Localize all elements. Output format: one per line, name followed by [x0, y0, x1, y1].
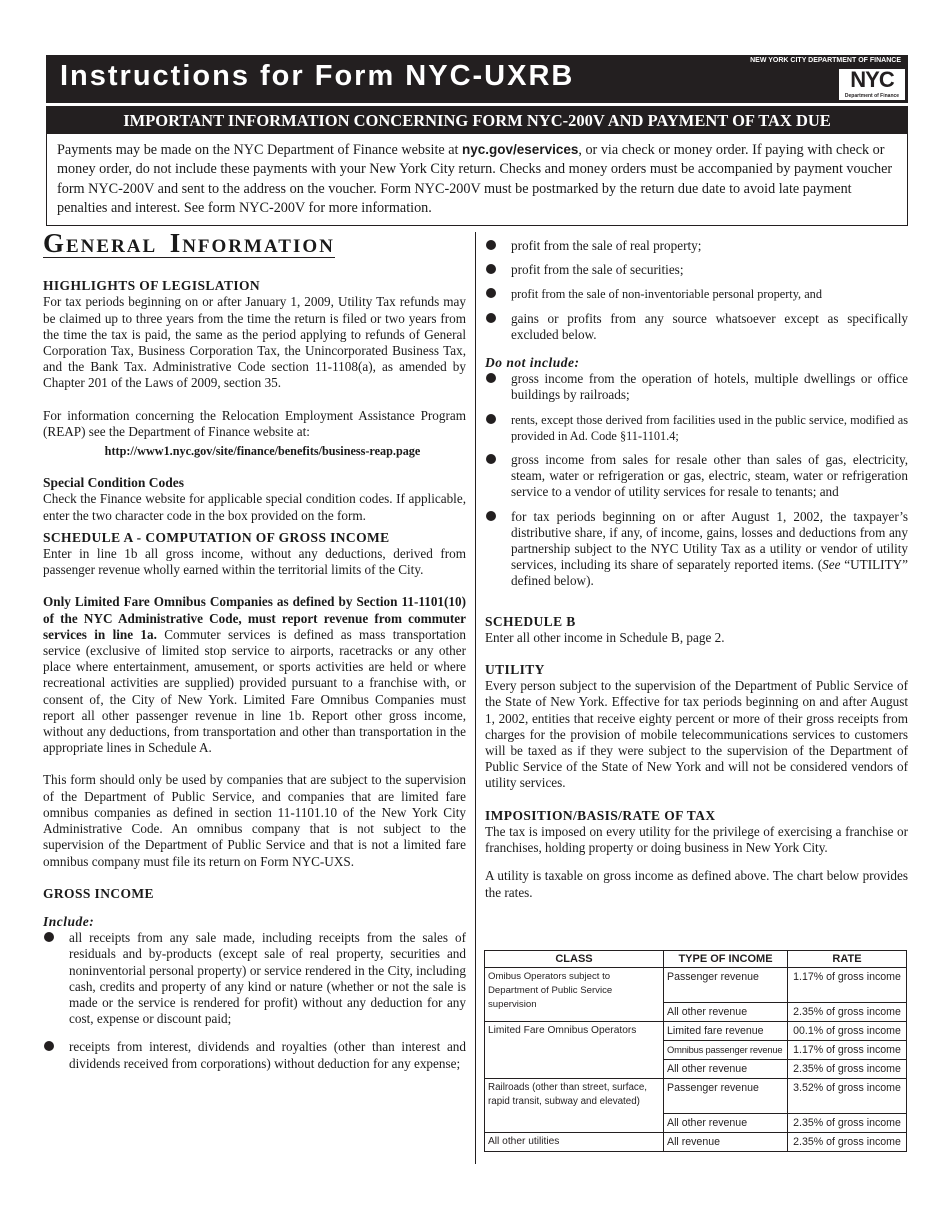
list-item-text: gross income from sales for resale other than sales of gas, electricity, steam, water or refrigeration or gas, electric, steam, water or refrigeration service to a vendor of utility services for resale to tenants; and — [511, 452, 908, 500]
nyc-logo-text: NYC — [850, 67, 894, 92]
schedule-a-heading: SCHEDULE A - COMPUTATION OF GROSS INCOME — [43, 529, 390, 545]
list-item-text: profit from the sale of non-inventoriable personal property, and — [511, 287, 822, 302]
bullet-icon — [486, 511, 496, 521]
bullet-icon — [486, 373, 496, 383]
list-item — [43, 930, 466, 1027]
rate-cell: 2.35% of gross income — [788, 1003, 907, 1022]
see-text: See — [822, 557, 841, 573]
section-title-word: Information — [169, 228, 335, 258]
list-item — [485, 371, 908, 403]
schedule-b-text: Enter all other income in Schedule B, page 2. — [485, 629, 725, 645]
rate-cell: 3.52% of gross income — [788, 1079, 907, 1114]
bullet-icon — [486, 264, 496, 274]
nyc-logo — [839, 69, 905, 100]
important-text-part: , or via check or money order. If paying with check or money order, do not include these payments with your New York City return. Checks and money orders must be accompanied by payment voucher form NYC-200V and sent to the address on the voucher. Form NYC-200V must be postmarked by the return due date to avoid late payment penalties and interest. See form NYC-200V for more information. — [57, 142, 893, 216]
list-item — [485, 509, 908, 590]
table-row — [485, 968, 907, 1003]
column-divider — [475, 232, 476, 1164]
list-item — [485, 452, 908, 501]
bullet-icon — [486, 288, 496, 298]
eservices-link[interactable]: nyc.gov/eservices — [462, 142, 579, 157]
list-item-text: gains or profits from any source whatsoever except as specifically excluded below. — [511, 310, 908, 342]
special-codes-heading: Special Condition Codes — [43, 475, 185, 491]
list-item-text: profit from the sale of real property; — [511, 238, 702, 253]
list-item — [485, 311, 908, 343]
highlights-text: For tax periods beginning on or after January 1, 2009, Utility Tax refunds may be claimed up to three years from the time the return is filed or two years from the time the tax is paid, the same as the period applying to refunds of General Corporation Tax, Business Corporation Tax, the Unincorporated Business Tax, and the Bank Tax. Administrative Code section 11-1108(a), as amended by Chapter 201 of the Laws of 2009, section 35. — [43, 294, 466, 391]
column-header-rate: RATE — [788, 951, 907, 968]
rate-cell: 2.35% of gross income — [788, 1060, 907, 1079]
income-type-cell: Passenger revenue — [664, 968, 788, 1003]
nyc-logo-subtext: Department of Finance — [844, 93, 900, 99]
taxable-text: A utility is taxable on gross income as defined above. The chart below provides the rates. — [485, 868, 908, 900]
do-not-include-heading: Do not include: — [485, 355, 580, 371]
income-type-cell: All other revenue — [664, 1003, 788, 1022]
form-title: Instructions for Form NYC-UXRB — [60, 60, 575, 92]
form-use-text: This form should only be used by companies that are subject to the supervision of the Department of Public Service, and companies that are limited fare omnibus companies as defined in section 11-1101.10 of the New York City Administrative Code. An omnibus company that is not subject to the supervision of the Department of Public Service and that is not a limited fare omnibus company must file its return on Form NYC-UXS. — [43, 772, 466, 869]
rate-table — [484, 950, 907, 1152]
gross-income-heading: GROSS INCOME — [43, 885, 154, 901]
important-text-part: Payments may be made on the NYC Department of Finance website at — [57, 142, 463, 158]
bullet-icon — [486, 454, 496, 464]
list-item — [485, 238, 908, 254]
table-row — [485, 1022, 907, 1041]
imposition-heading: IMPOSITION/BASIS/RATE OF TAX — [485, 807, 716, 823]
omnibus-text: Commuter services is defined as mass transportation service (exclusive of limited stop service to airports, racetracks or any other place where entertainment, amusement, or sports activities are held or where recreational activities are supplied) provided pursuant to a franchise with, or consent of, the City of New York. Limited Fare Omnibus Companies must report all other passenger revenue in line 1b. Report other gross income, without any deductions, from transportation and other than transportation in the appropriate lines in Schedule A. — [43, 626, 466, 756]
bullet-icon — [486, 313, 496, 323]
list-item — [485, 262, 908, 278]
include-list-continued — [485, 238, 908, 343]
list-item-text: for tax periods beginning on or after August 1, 2002, the taxpayer’s distributive share, if any, of income, gains, losses and deductions from any partnership subject to the NYC Utility Tax as a utility or vendor of utility services, including its share of separately reported items. ( — [511, 508, 908, 573]
utility-heading: UTILITY — [485, 662, 545, 678]
department-name: NEW YORK CITY DEPARTMENT OF FINANCE — [750, 57, 901, 64]
list-item — [43, 1039, 466, 1071]
left-column — [43, 228, 466, 1072]
list-item-text: all receipts from any sale made, including receipts from the sales of residuals and by-products (except sale of real property, securities and noninventorial personal property) or service rendered in the City, including cash, credits and property of any kind or nature (whether or not the sale is made or the service is rendered for profit) without any deduction for any cost, expense or discount paid; — [69, 930, 466, 1027]
right-column — [485, 238, 908, 901]
income-type-cell: Limited fare revenue — [664, 1022, 788, 1041]
class-cell: Limited Fare Omnibus Operators — [485, 1022, 664, 1079]
rate-cell: 2.35% of gross income — [788, 1133, 907, 1152]
highlights-heading: HIGHLIGHTS OF LEGISLATION — [43, 278, 261, 294]
reap-url-link[interactable]: http://www1.nyc.gov/site/finance/benefits/business-reap.page — [104, 444, 421, 459]
important-info-text — [57, 140, 902, 218]
bullet-icon — [486, 240, 496, 250]
schedule-b-heading: SCHEDULE B — [485, 613, 576, 629]
list-item-text: rents, except those derived from facilities used in the public service, modified as provided in Ad. Code §11-1101.4; — [511, 412, 908, 443]
list-item-text: receipts from interest, dividends and royalties (other than interest and dividends received from corporations) without deduction for any expense; — [69, 1039, 466, 1071]
class-cell: Railroads (other than street, surface, rapid transit, subway and elevated) — [485, 1079, 664, 1133]
imposition-text: The tax is imposed on every utility for the privilege of exercising a franchise or franchises, holding property or doing business in New York City. — [485, 823, 908, 856]
important-info-box — [46, 106, 908, 226]
column-header-class: CLASS — [485, 951, 664, 968]
omnibus-paragraph — [43, 594, 466, 756]
list-item-text: profit from the sale of securities; — [511, 262, 684, 278]
list-item-text: “UTILITY” defined below). — [511, 557, 909, 589]
rate-cell: 00.1% of gross income — [788, 1022, 907, 1041]
bullet-icon — [44, 1041, 54, 1051]
income-type-cell: All other revenue — [664, 1060, 788, 1079]
schedule-a-text: Enter in line 1b all gross income, without any deductions, derived from passenger revenue wholly earned within the territorial limits of the City. — [43, 546, 466, 578]
bullet-icon — [44, 932, 54, 942]
omnibus-bold-text: Only Limited Fare Omnibus Companies as defined by Section 11-1101(10) of the NYC Administrative Code, must report revenue from commuter services in line 1a. — [43, 594, 466, 642]
income-type-cell: All revenue — [664, 1133, 788, 1152]
class-cell: All other utilities — [485, 1133, 664, 1152]
table-row — [485, 1133, 907, 1152]
bullet-icon — [486, 414, 496, 424]
rate-cell: 1.17% of gross income — [788, 968, 907, 1003]
list-item — [485, 412, 908, 444]
table-header-row — [485, 951, 907, 968]
include-heading: Include: — [43, 913, 95, 929]
income-type-cell: All other revenue — [664, 1114, 788, 1133]
exclude-list — [485, 371, 908, 589]
table-row — [485, 1079, 907, 1114]
list-item-text: gross income from the operation of hotels, multiple dwellings or office buildings by railroads; — [511, 371, 908, 403]
income-type-cell: Passenger revenue — [664, 1079, 788, 1114]
reap-text: For information concerning the Relocation Employment Assistance Program (REAP) see the Department of Finance website at: — [43, 407, 466, 439]
utility-text: Every person subject to the supervision of the Department of Public Service of the State of New York. Effective for tax periods beginning on and after August 1, 2002, entities that receive eighty percent or more of their gross receipts from charges for the provision of mobile telecommunications services to customers will be taxed as if they were subject to the supervision of the Department of Public Service of the State of New York and will not be considered vendors of utility services. — [485, 678, 908, 791]
special-codes-text: Check the Finance website for applicable special condition codes. If applicable, enter the two character code in the box provided on the form. — [43, 491, 466, 523]
column-header-type: TYPE OF INCOME — [664, 951, 788, 968]
section-title-word: General — [43, 228, 158, 258]
important-info-heading: IMPORTANT INFORMATION CONCERNING FORM NYC-200V AND PAYMENT OF TAX DUE — [47, 107, 907, 134]
section-title — [43, 228, 335, 258]
title-bar — [46, 55, 908, 103]
list-item — [485, 286, 908, 302]
rate-cell: 1.17% of gross income — [788, 1041, 907, 1060]
rate-cell: 2.35% of gross income — [788, 1114, 907, 1133]
include-list — [43, 930, 466, 1072]
class-cell: Omibus Operators subject to Department of Public Service supervision — [485, 968, 664, 1022]
income-type-cell: Omnibus passenger revenue — [664, 1041, 788, 1060]
